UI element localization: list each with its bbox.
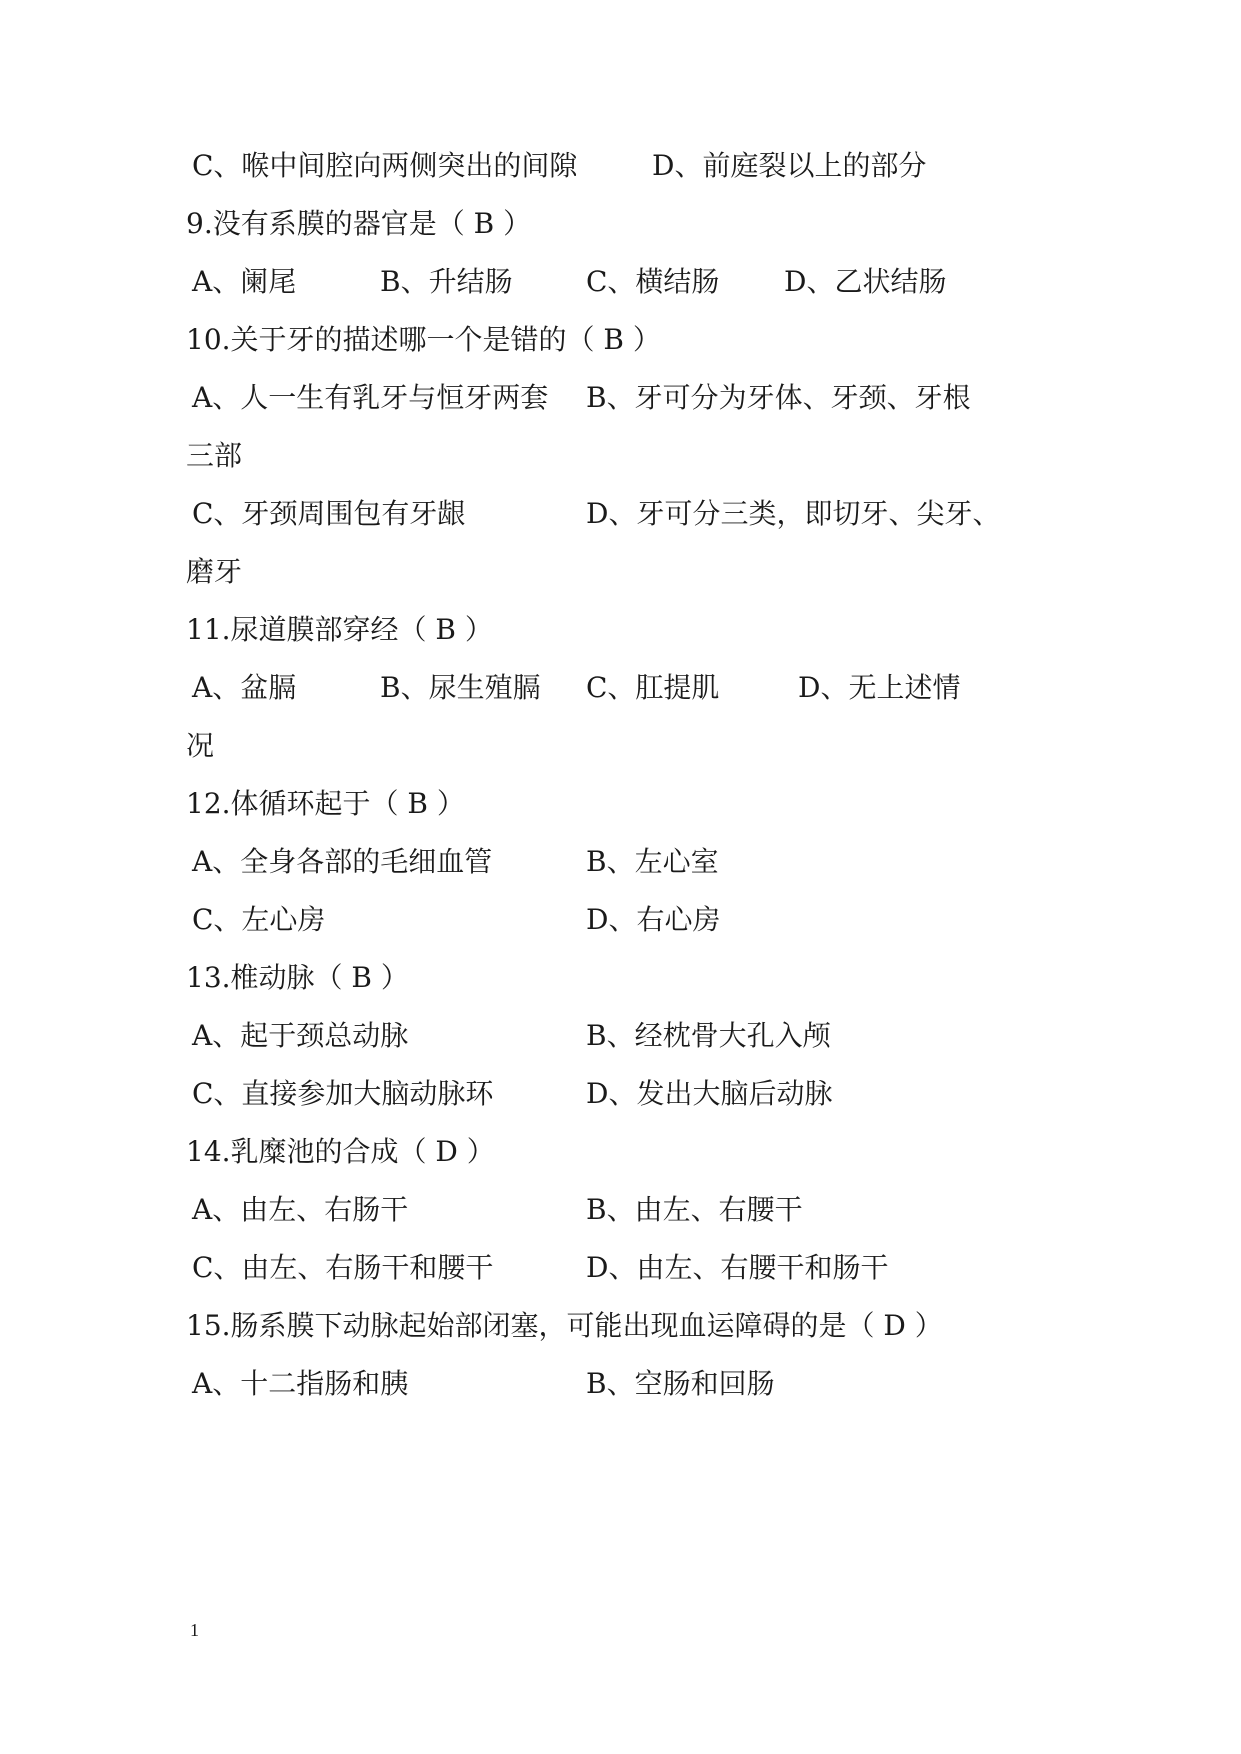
q10-option-d: D、牙可分三类，即切牙、尖牙、 xyxy=(586,497,1001,530)
q11-option-a: A、盆膈 xyxy=(192,671,297,704)
q10-option-a: A、人一生有乳牙与恒牙两套 xyxy=(192,381,549,414)
q9-option-a: A、阑尾 xyxy=(192,265,297,298)
page-number: 1 xyxy=(190,1620,199,1640)
q9-option-b: B、升结肠 xyxy=(380,265,513,298)
q9-option-d: D、乙状结肠 xyxy=(784,265,947,298)
q10-stem: 10.关于牙的描述哪一个是错的（ B ） xyxy=(186,323,661,356)
q10-option-c: C、牙颈周围包有牙龈 xyxy=(192,497,466,530)
q15-option-a: A、十二指肠和胰 xyxy=(192,1367,409,1400)
q15-option-b: B、空肠和回肠 xyxy=(586,1367,775,1400)
q11-option-d: D、无上述情 xyxy=(798,671,961,704)
q11-stem: 11.尿道膜部穿经（ B ） xyxy=(186,613,493,646)
q14-option-b: B、由左、右腰干 xyxy=(586,1193,803,1226)
q12-stem: 12.体循环起于（ B ） xyxy=(186,787,465,820)
q11-option-d-wrap: 况 xyxy=(186,729,215,762)
q14-stem: 14.乳糜池的合成（ D ） xyxy=(186,1135,495,1168)
q13-option-b: B、经枕骨大孔入颅 xyxy=(586,1019,831,1052)
q13-stem: 13.椎动脉（ B ） xyxy=(186,961,409,994)
q13-option-d: D、发出大脑后动脉 xyxy=(586,1077,833,1110)
q8-option-c: C、喉中间腔向两侧突出的间隙 xyxy=(192,149,578,182)
q10-option-b: B、牙可分为牙体、牙颈、牙根 xyxy=(586,381,971,414)
q11-option-c: C、肛提肌 xyxy=(586,671,720,704)
q14-option-a: A、由左、右肠干 xyxy=(192,1193,409,1226)
q13-option-c: C、直接参加大脑动脉环 xyxy=(192,1077,494,1110)
q12-option-a: A、全身各部的毛细血管 xyxy=(192,845,493,878)
q12-option-d: D、右心房 xyxy=(586,903,721,936)
q10-option-d-wrap: 磨牙 xyxy=(186,555,243,588)
q8-option-d: D、前庭裂以上的部分 xyxy=(652,149,927,182)
q13-option-a: A、起于颈总动脉 xyxy=(192,1019,409,1052)
q9-option-c: C、横结肠 xyxy=(586,265,720,298)
q12-option-c: C、左心房 xyxy=(192,903,326,936)
q15-stem: 15.肠系膜下动脉起始部闭塞，可能出现血运障碍的是（ D ） xyxy=(186,1309,943,1342)
q11-option-b: B、尿生殖膈 xyxy=(380,671,541,704)
q9-stem: 9.没有系膜的器官是（ B ） xyxy=(186,207,532,240)
q10-option-b-wrap: 三部 xyxy=(186,439,243,472)
q14-option-d: D、由左、右腰干和肠干 xyxy=(586,1251,889,1284)
q12-option-b: B、左心室 xyxy=(586,845,719,878)
q14-option-c: C、由左、右肠干和腰干 xyxy=(192,1251,494,1284)
